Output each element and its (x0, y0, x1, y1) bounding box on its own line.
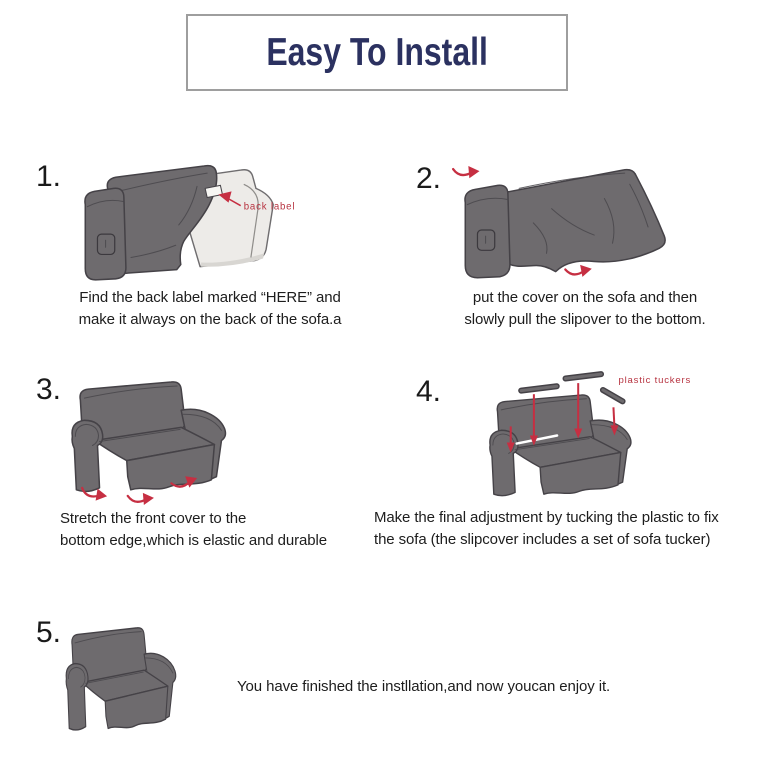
sofa-step1-illustration (78, 164, 312, 291)
sofa-step5-illustration (62, 626, 187, 741)
step-4-number: 4. (416, 375, 442, 408)
pull-down-arrow (453, 166, 479, 178)
covered-sofa-front-view (72, 382, 225, 492)
title-box (186, 14, 568, 91)
step-1-caption (55, 287, 365, 331)
caption-line: the sofa (the slipcover includes a set of sofa tucker) (374, 531, 711, 548)
step-5-caption (237, 676, 667, 698)
caption-line: Find the back label marked “HERE” and (79, 289, 341, 306)
step-5-number: 5. (36, 616, 62, 649)
back-label-annotation: back label (243, 201, 296, 213)
caption-line: slowly pull the slipover to the bottom. (464, 311, 706, 328)
caption-line: bottom edge,which is elastic and durable (60, 532, 327, 549)
sofa-step3-illustration (66, 380, 258, 511)
sofa-step2-illustration (452, 164, 706, 296)
caption-line: make it always on the back of the sofa.a (78, 311, 342, 328)
step-1-number: 1. (36, 160, 62, 193)
caption-line: Make the final adjustment by tucking the plastic to fix (374, 509, 719, 526)
step-3-caption (60, 508, 390, 552)
caption-line: put the cover on the sofa and then (472, 289, 698, 306)
step-3-number: 3. (36, 373, 62, 406)
plastic-tuckers-annotation: plastic tuckers (618, 375, 692, 387)
sofa-step4-illustration (466, 366, 768, 507)
step-2-number: 2. (416, 162, 442, 195)
step-2-caption (435, 287, 735, 331)
step-4-caption (374, 507, 766, 551)
caption-line: Stretch the front cover to the (60, 510, 247, 527)
caption-line: You have finished the instllation,and now youcan enjoy it. (237, 678, 611, 695)
page-title: Easy To Install (266, 30, 488, 74)
